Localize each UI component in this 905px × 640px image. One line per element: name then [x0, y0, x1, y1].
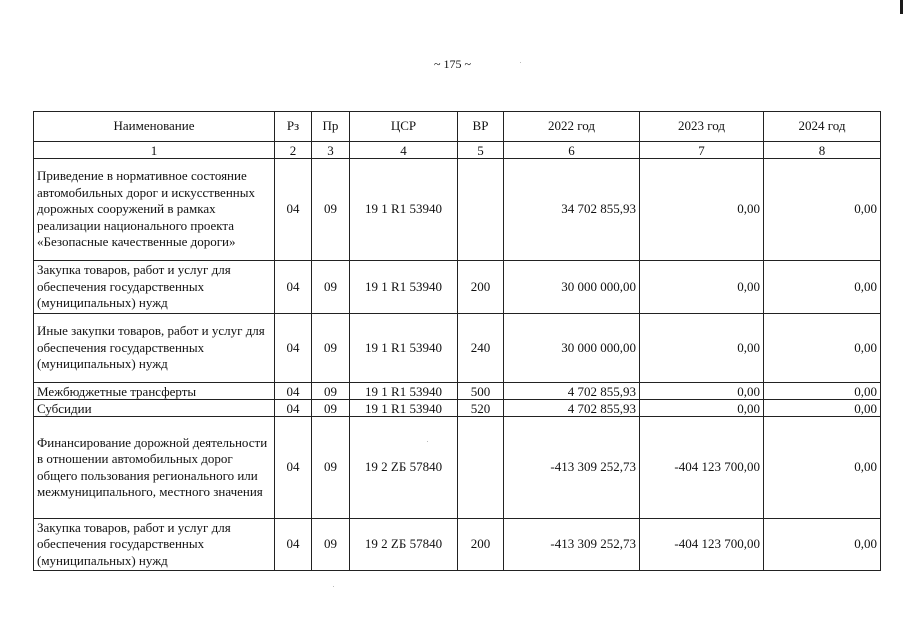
- scan-speck: [333, 586, 334, 587]
- row-2024: 0,00: [764, 383, 881, 400]
- page-number: ~ 175 ~: [434, 57, 471, 71]
- row-2024: 0,00: [764, 400, 881, 417]
- row-pr: 09: [312, 261, 350, 314]
- header-2024: 2024 год: [764, 112, 881, 142]
- table-row: [34, 261, 881, 314]
- row-2024: 0,00: [764, 159, 881, 261]
- row-vr: [458, 159, 504, 261]
- row-vr: 500: [458, 383, 504, 400]
- row-pr: 09: [312, 159, 350, 261]
- header-name: Наименование: [34, 112, 275, 142]
- row-2023: 0,00: [640, 261, 764, 314]
- table-row: [34, 159, 881, 261]
- table-row: [34, 519, 881, 571]
- row-csr: 19 1 R1 53940: [350, 261, 458, 314]
- row-2023: 0,00: [640, 400, 764, 417]
- header-pr: Пр: [312, 112, 350, 142]
- row-2022: 34 702 855,93: [504, 159, 640, 261]
- row-pr: 09: [312, 383, 350, 400]
- row-name: Межбюджетные трансферты: [34, 383, 275, 400]
- column-number: 7: [640, 142, 764, 159]
- row-vr: [458, 417, 504, 519]
- row-rz: 04: [275, 159, 312, 261]
- row-csr: 19 2 ZБ 57840: [350, 417, 458, 519]
- row-pr: 09: [312, 519, 350, 571]
- table-row: [34, 383, 881, 400]
- column-number: 1: [34, 142, 275, 159]
- row-2024: 0,00: [764, 417, 881, 519]
- row-rz: 04: [275, 314, 312, 383]
- row-2022: 4 702 855,93: [504, 383, 640, 400]
- row-2023: -404 123 700,00: [640, 519, 764, 571]
- row-2022: 4 702 855,93: [504, 400, 640, 417]
- header-2022: 2022 год: [504, 112, 640, 142]
- row-2022: -413 309 252,73: [504, 519, 640, 571]
- table-header-row: [34, 112, 881, 142]
- row-csr: 19 1 R1 53940: [350, 159, 458, 261]
- row-name: Субсидии: [34, 400, 275, 417]
- row-csr: 19 1 R1 53940: [350, 314, 458, 383]
- row-csr: 19 1 R1 53940: [350, 383, 458, 400]
- row-name: Закупка товаров, работ и услуг для обеспечения государственных (муниципальных) нужд: [34, 519, 275, 571]
- row-2023: 0,00: [640, 314, 764, 383]
- row-name: Закупка товаров, работ и услуг для обеспечения государственных (муниципальных) нужд: [34, 261, 275, 314]
- row-rz: 04: [275, 417, 312, 519]
- row-rz: 04: [275, 519, 312, 571]
- row-rz: 04: [275, 383, 312, 400]
- row-vr: 200: [458, 261, 504, 314]
- row-2022: -413 309 252,73: [504, 417, 640, 519]
- row-vr: 240: [458, 314, 504, 383]
- budget-table: [33, 111, 881, 571]
- row-csr: 19 1 R1 53940: [350, 400, 458, 417]
- row-rz: 04: [275, 261, 312, 314]
- column-number-row: [34, 142, 881, 159]
- row-2022: 30 000 000,00: [504, 314, 640, 383]
- row-pr: 09: [312, 314, 350, 383]
- row-2024: 0,00: [764, 519, 881, 571]
- header-csr: ЦСР: [350, 112, 458, 142]
- row-pr: 09: [312, 400, 350, 417]
- row-pr: 09: [312, 417, 350, 519]
- row-2022: 30 000 000,00: [504, 261, 640, 314]
- row-2024: 0,00: [764, 261, 881, 314]
- column-number: 5: [458, 142, 504, 159]
- header-rz: Рз: [275, 112, 312, 142]
- column-number: 8: [764, 142, 881, 159]
- scan-speck: [520, 62, 521, 63]
- page-edge-mark: [900, 0, 903, 14]
- row-2023: 0,00: [640, 383, 764, 400]
- row-name: Иные закупки товаров, работ и услуг для обеспечения государственных (муниципальных) нужд: [34, 314, 275, 383]
- row-name: Финансирование дорожной деятельности в отношении автомобильных дорог общего пользования регионального или межмуниципального, местного значения: [34, 417, 275, 519]
- header-vr: ВР: [458, 112, 504, 142]
- row-name: Приведение в нормативное состояние автомобильных дорог и искусственных дорожных сооружений в рамках реализации национального проекта «Безопасные качественные дороги»: [34, 159, 275, 261]
- table-row: [34, 417, 881, 519]
- row-2023: 0,00: [640, 159, 764, 261]
- header-2023: 2023 год: [640, 112, 764, 142]
- row-2023: -404 123 700,00: [640, 417, 764, 519]
- table-row: [34, 314, 881, 383]
- column-number: 4: [350, 142, 458, 159]
- column-number: 2: [275, 142, 312, 159]
- row-csr: 19 2 ZБ 57840: [350, 519, 458, 571]
- table-row: [34, 400, 881, 417]
- row-rz: 04: [275, 400, 312, 417]
- row-vr: 200: [458, 519, 504, 571]
- column-number: 3: [312, 142, 350, 159]
- scan-speck: [427, 441, 428, 442]
- column-number: 6: [504, 142, 640, 159]
- row-vr: 520: [458, 400, 504, 417]
- row-2024: 0,00: [764, 314, 881, 383]
